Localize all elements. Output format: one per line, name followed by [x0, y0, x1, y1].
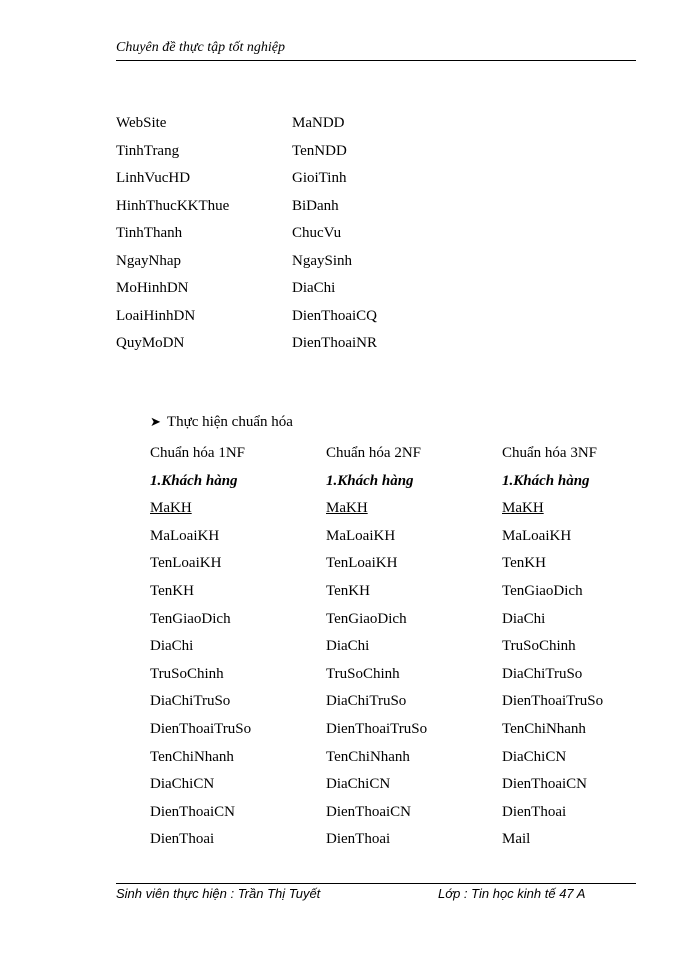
attribute-item: DienThoai	[150, 831, 215, 848]
field-item: NgaySinh	[292, 252, 352, 269]
attribute-item: TenLoaiKH	[150, 555, 222, 572]
column-title: Chuẩn hóa 2NF	[326, 445, 421, 461]
attribute-item: MaLoaiKH	[150, 527, 220, 544]
field-item: DiaChi	[292, 280, 336, 296]
attribute-item: DiaChi	[326, 638, 370, 655]
field-list-left	[116, 110, 229, 358]
field-item: MaNDD	[292, 115, 345, 131]
entity-name: 1.Khách hàng	[326, 472, 414, 489]
normalization-3nf-column	[502, 440, 603, 854]
header-divider	[116, 60, 636, 61]
attribute-item: DienThoaiTruSo	[326, 720, 428, 737]
field-item: DienThoaiCQ	[292, 307, 377, 324]
footer-student: Sinh viên thực hiện : Trần Thị Tuyết	[116, 886, 321, 901]
field-item: NgayNhap	[116, 252, 181, 269]
normalization-2nf-column	[326, 440, 427, 854]
attribute-item: MaLoaiKH	[326, 527, 396, 544]
attribute-item: TenChiNhanh	[150, 748, 234, 765]
attribute-item: DienThoai	[502, 803, 567, 820]
primary-key: MaKH	[150, 500, 192, 517]
attribute-item: TenChiNhanh	[326, 748, 410, 765]
attribute-item: DienThoaiCN	[502, 776, 587, 793]
attribute-item: DiaChiTruSo	[502, 665, 583, 682]
field-item: HinhThucKKThue	[116, 197, 230, 214]
attribute-item: DiaChiTruSo	[150, 693, 231, 710]
attribute-item: TruSoChinh	[502, 638, 576, 655]
entity-name: 1.Khách hàng	[502, 472, 590, 489]
attribute-item: TenGiaoDich	[150, 610, 231, 627]
footer-divider	[116, 883, 636, 884]
attribute-item: DienThoai	[326, 831, 391, 848]
attribute-item: MaLoaiKH	[502, 527, 572, 544]
attribute-item: TenGiaoDich	[326, 610, 407, 627]
page-header-title: Chuyên đề thực tập tốt nghiệp	[116, 40, 285, 55]
attribute-item: DienThoaiCN	[150, 803, 235, 820]
attribute-item: TruSoChinh	[326, 665, 400, 682]
field-item: TinhTrang	[116, 142, 180, 159]
attribute-item: DienThoaiTruSo	[150, 720, 252, 737]
field-item: BiDanh	[292, 197, 339, 214]
attribute-item: TruSoChinh	[150, 665, 224, 682]
primary-key: MaKH	[326, 500, 368, 517]
field-item: MoHinhDN	[116, 280, 189, 296]
attribute-item: DienThoaiCN	[326, 803, 411, 820]
section-heading-text: Thực hiện chuẩn hóa	[166, 414, 293, 430]
field-item: TinhThanh	[116, 225, 183, 241]
field-item: WebSite	[116, 115, 167, 131]
field-item: TenNDD	[292, 142, 347, 159]
attribute-item: DienThoaiTruSo	[502, 693, 604, 710]
attribute-item: TenKH	[150, 582, 194, 599]
entity-name: 1.Khách hàng	[150, 472, 238, 489]
attribute-item: TenGiaoDich	[502, 582, 583, 599]
attribute-item: DiaChiCN	[502, 748, 567, 765]
attribute-item: TenLoaiKH	[326, 555, 398, 572]
field-item: ChucVu	[292, 225, 342, 241]
normalization-1nf-column	[150, 440, 251, 854]
arrow-bullet-icon: ➤	[150, 414, 161, 429]
field-item: GioiTinh	[292, 170, 347, 186]
field-list-right	[292, 110, 377, 358]
footer-class: Lớp : Tin học kinh tế 47 A	[438, 886, 586, 901]
attribute-item: DiaChiTruSo	[326, 693, 407, 710]
attribute-item: Mail	[502, 831, 531, 848]
attribute-item: DiaChiCN	[326, 776, 391, 793]
field-item: DienThoaiNR	[292, 335, 377, 351]
section-heading	[150, 414, 293, 431]
attribute-item: DiaChiCN	[150, 776, 215, 793]
attribute-item: TenChiNhanh	[502, 720, 586, 737]
column-title: Chuẩn hóa 1NF	[150, 445, 245, 461]
attribute-item: TenKH	[326, 582, 370, 599]
attribute-item: DiaChi	[150, 638, 194, 655]
primary-key: MaKH	[502, 500, 544, 517]
column-title: Chuẩn hóa 3NF	[502, 445, 597, 461]
attribute-item: TenKH	[502, 555, 546, 572]
attribute-item: DiaChi	[502, 610, 546, 627]
field-item: LinhVucHD	[116, 170, 191, 186]
field-item: QuyMoDN	[116, 335, 185, 351]
field-item: LoaiHinhDN	[116, 307, 196, 324]
